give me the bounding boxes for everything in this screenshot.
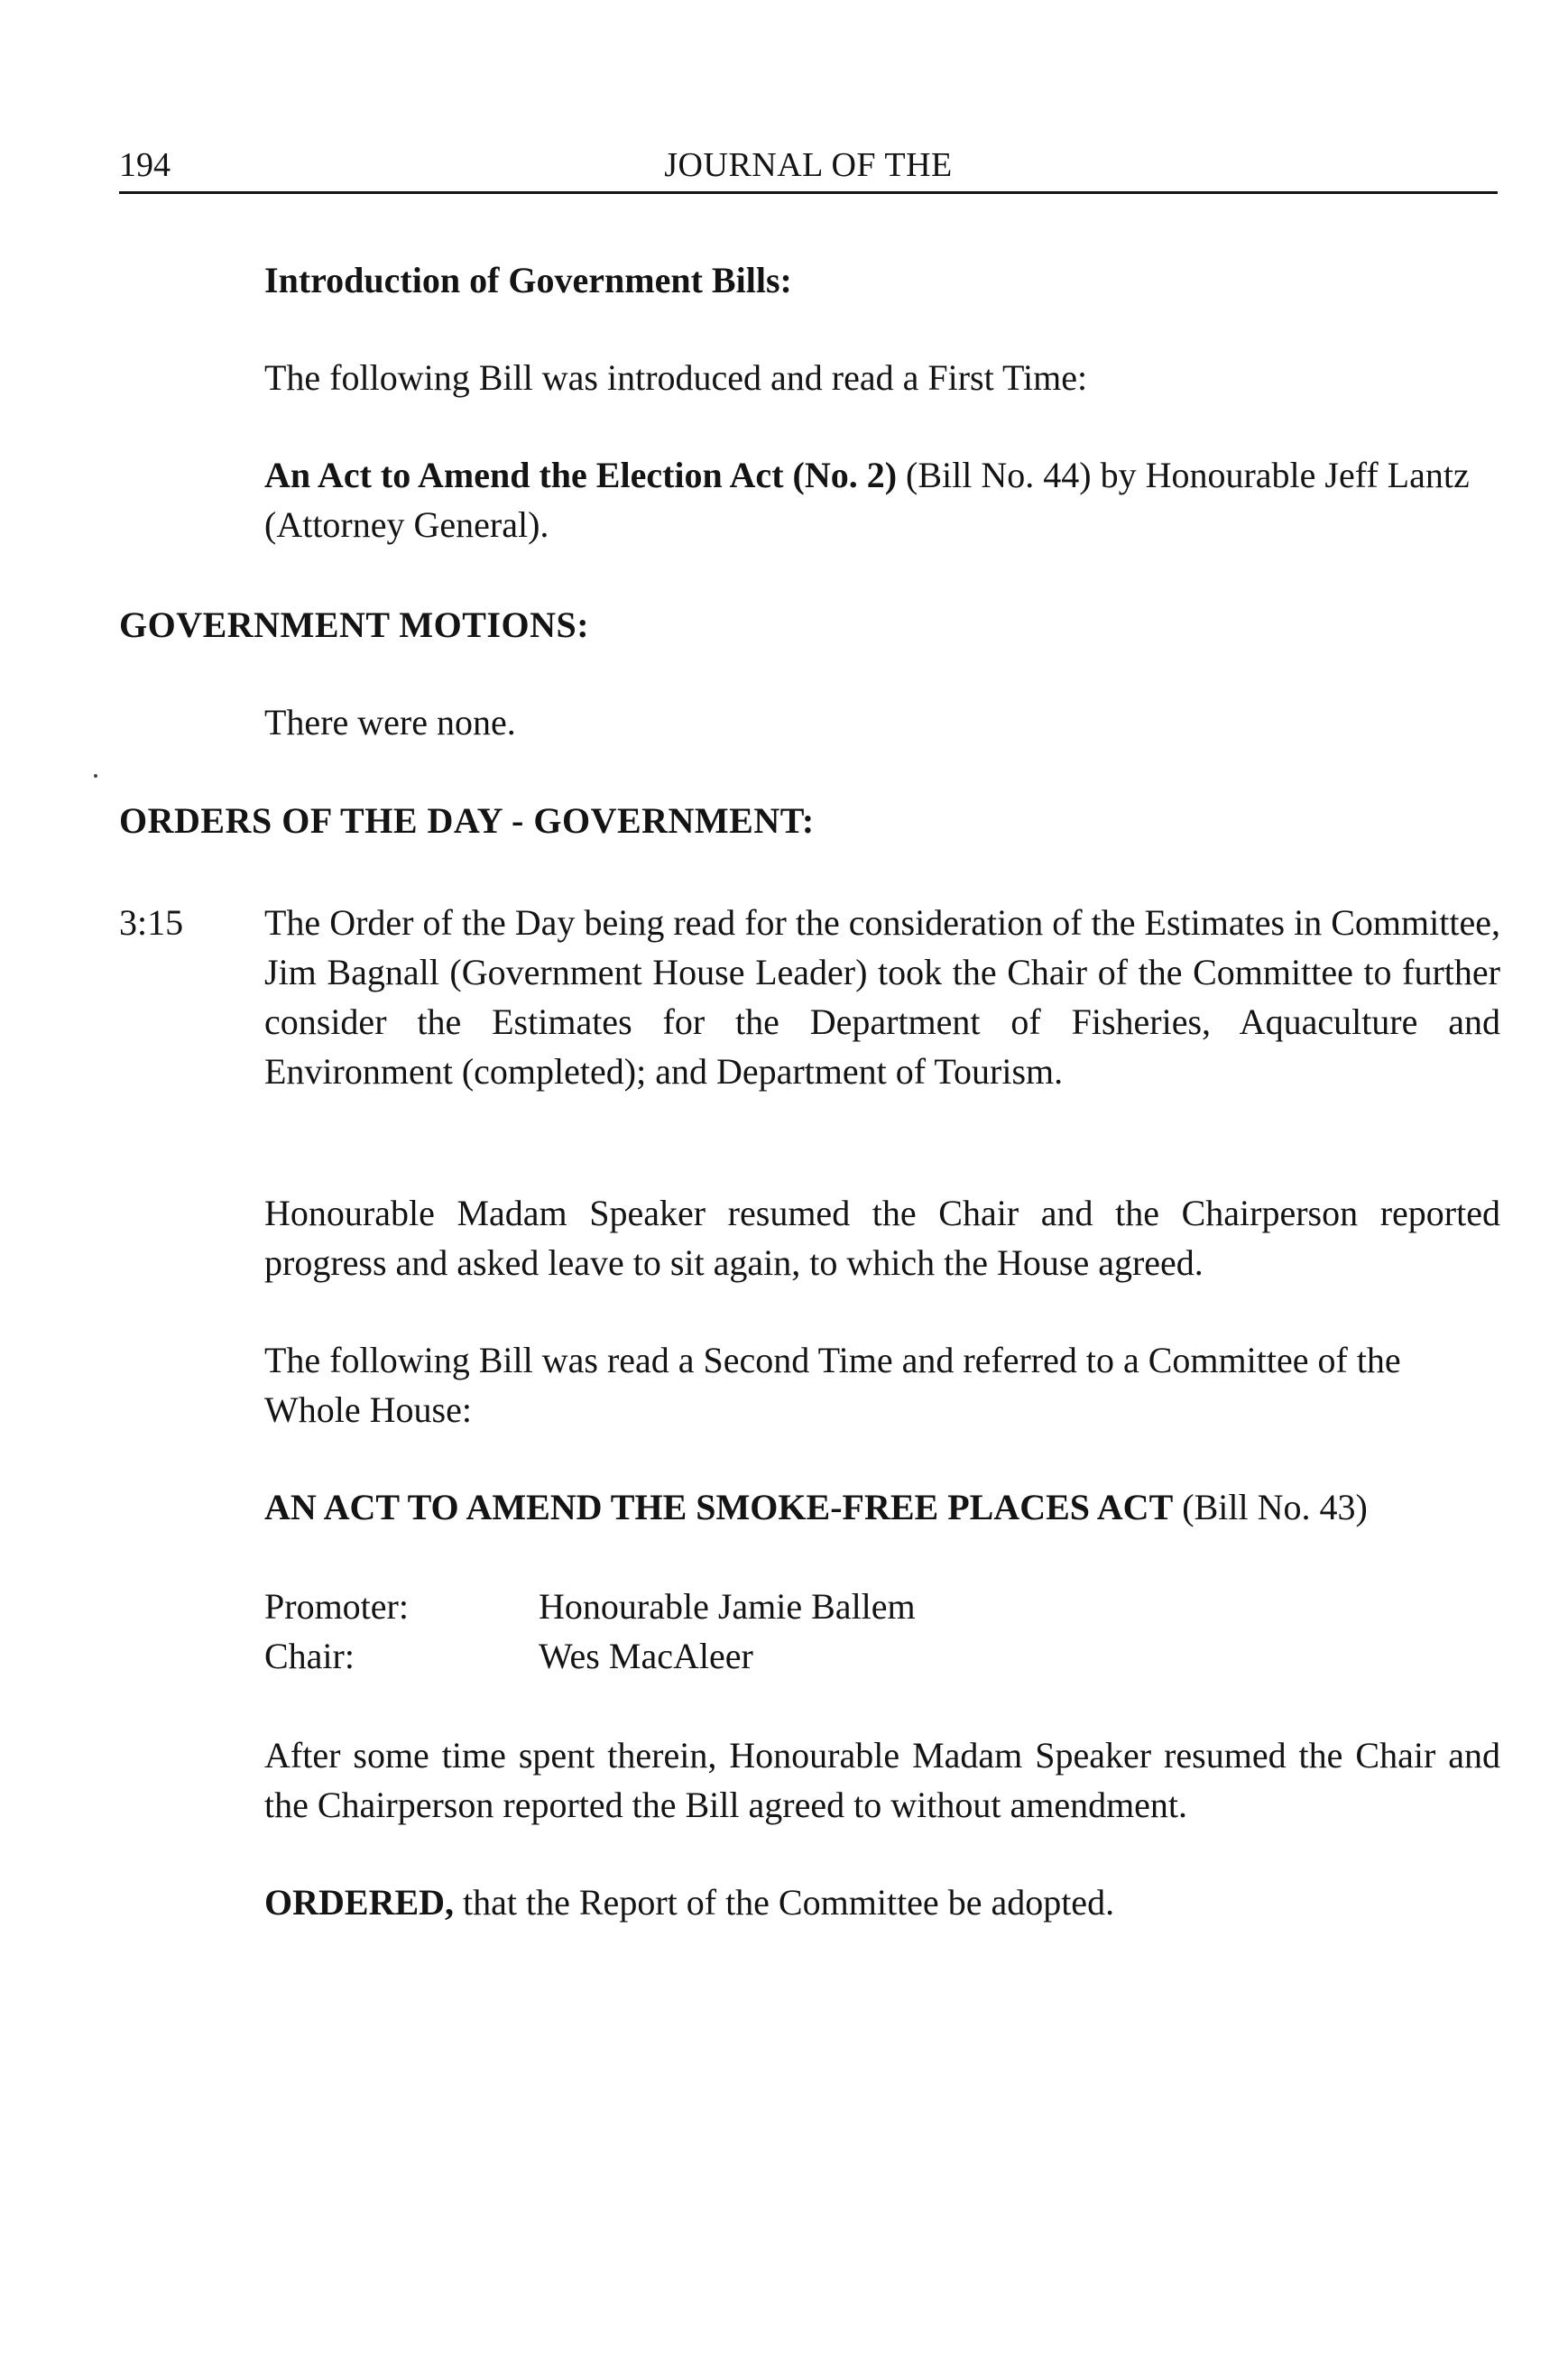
second-bill-rest: (Bill No. 43) — [1173, 1487, 1368, 1527]
second-bill-title: AN ACT TO AMEND THE SMOKE-FREE PLACES ACT — [264, 1487, 1174, 1527]
intro-bill-title: An Act to Amend the Election Act (No. 2) — [264, 455, 898, 495]
time-label: 3:15 — [119, 902, 184, 943]
page-number: 194 — [119, 146, 171, 184]
page-header — [119, 144, 1498, 198]
orders-paragraph-4: After some time spent therein, Honourable Madam Speaker resumed the Chair and the Chairperson reported the Bill agreed to without amendment. — [264, 1735, 1500, 1825]
intro-heading: Introduction of Government Bills: — [264, 260, 792, 300]
intro-bill — [264, 450, 1500, 549]
orders-paragraph-1: The Order of the Day being read for the consideration of the Estimates in Committee, Jim Bagnall (Government House Leader) took the Chair of the Committee to further consider the Estimates for the Department of Fisheries, Aquaculture and Environment (completed); and Department of Tourism. — [264, 902, 1500, 1092]
promoter-label: Promoter: — [264, 1586, 409, 1627]
running-head: JOURNAL OF THE — [664, 146, 953, 184]
chair-value: Wes MacAleer — [539, 1636, 753, 1676]
orders-heading: ORDERS OF THE DAY - GOVERNMENT: — [119, 800, 815, 841]
promoter-value: Honourable Jamie Ballem — [539, 1586, 916, 1627]
stray-mark — [94, 774, 97, 778]
header-rule — [119, 191, 1498, 194]
ordered-line — [264, 1877, 1500, 1927]
intro-lead: The following Bill was introduced and read a First Time: — [264, 357, 1088, 398]
motions-heading: GOVERNMENT MOTIONS: — [119, 604, 590, 645]
orders-paragraph-3: The following Bill was read a Second Time and referred to a Committee of the Whole House: — [264, 1340, 1401, 1430]
second-bill — [264, 1482, 1500, 1532]
orders-paragraph-2: Honourable Madam Speaker resumed the Chair and the Chairperson reported progress and asked leave to sit again, to which the House agreed. — [264, 1193, 1500, 1283]
intro-bill-rest: (Bill No. 44) by Honourable Jeff Lantz (Attorney General). — [264, 455, 1470, 545]
ordered-text: that the Report of the Committee be adopted. — [454, 1882, 1115, 1923]
motions-text: There were none. — [264, 702, 516, 743]
ordered-label: ORDERED, — [264, 1882, 455, 1923]
chair-label: Chair: — [264, 1636, 355, 1676]
